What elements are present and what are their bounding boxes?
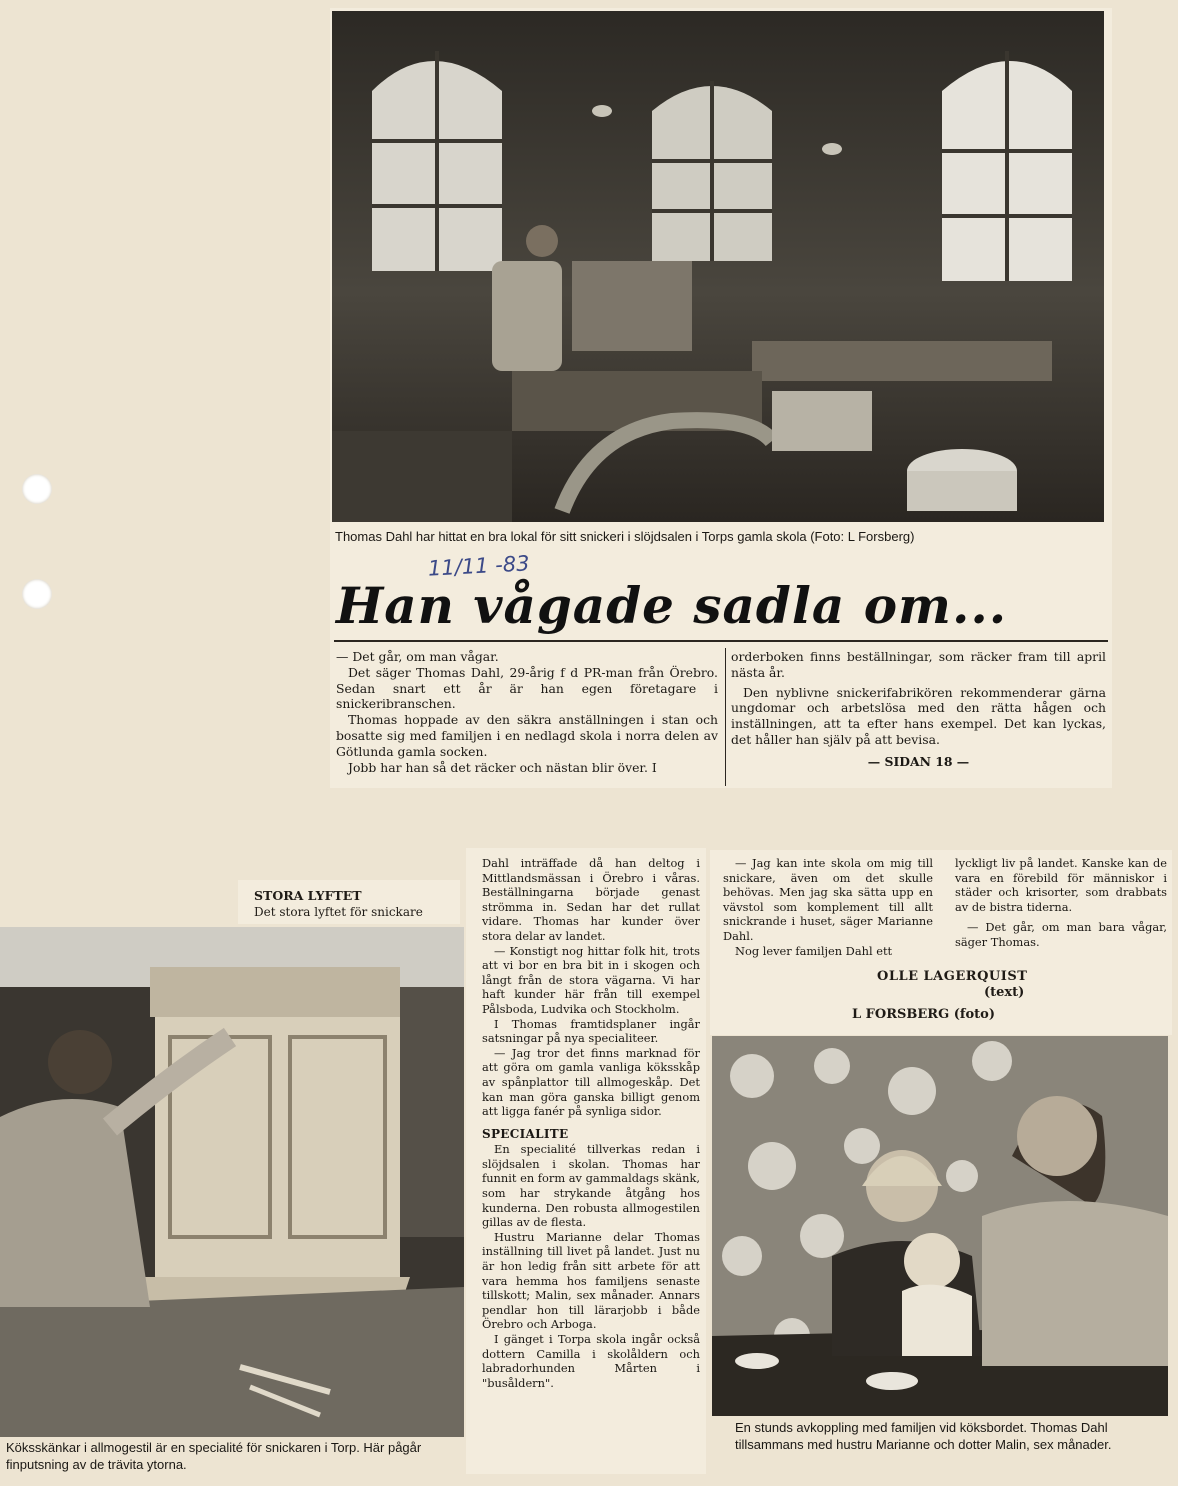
middle-paragraph-2: — Konstigt nog hittar folk hit, trots att vi bor en bra bit in i skogen och långt från de stora vägarna. Vi har haft kunder här från till exempel Pålsboda, Ludvika och Stockholm. xyxy=(482,943,700,1016)
third-column xyxy=(723,856,933,958)
intro-paragraph-4: Jobb har han så det räcker och nästan blir över. I xyxy=(348,759,657,775)
middle-paragraph-1: Dahl inträffade då han deltog i Mittlandsmässan i Örebro i våras. Beställningarna började genast strömma in. Sedan har det rullat vidare. Thomas har kunder över stora delar av landet. xyxy=(482,856,700,943)
third-paragraph-2: Nog lever familjen Dahl ett xyxy=(735,943,893,958)
intro-paragraph-5: orderboken finns beställningar, som räcker fram till april nästa år. xyxy=(731,649,1106,680)
cabinet-photo xyxy=(0,927,464,1437)
punch-hole-top xyxy=(22,474,52,504)
byline-author-role: (text) xyxy=(984,985,1025,1000)
intro-paragraph-6: Den nyblivne snickerifabrikören rekommenderar gärna ungdomar och arbetslösa med den rätta hågen och inställningen, att ta efter hans exempel. Det kan lyckas, det håller han själv på att bevisa. xyxy=(731,684,1106,747)
workshop-photo-caption: Thomas Dahl har hittat en bra lokal för sitt snickeri i slöjdsalen i Torps gamla skola (Foto: L Forsberg) xyxy=(335,529,915,544)
intro-paragraph-2: Det säger Thomas Dahl, 29-årig f d PR-man från Örebro. Sedan snart ett år är han egen företagare i snickeribranschen. xyxy=(336,664,718,712)
intro-paragraph-3: Thomas hoppade av den säkra anställningen i stan och bosatte sig med familjen i en nedlagd skola i norra delen av Götlunda gamla socken. xyxy=(336,712,718,759)
fourth-paragraph-2: — Det går, om man bara vågar, säger Thomas. xyxy=(955,920,1167,949)
intro-right-column xyxy=(731,649,1106,770)
fourth-column xyxy=(955,856,1167,950)
middle-paragraph-5: En specialité tillverkas redan i slöjdsalen i skolan. Thomas har funnit en form av gammaldags skänk, som har strykande åtgång hos kunderna. Den robusta allmogestilen gillas av de flesta. xyxy=(482,1142,700,1230)
family-photo xyxy=(712,1036,1168,1416)
headline: Han vågade sadla om... xyxy=(336,576,1008,635)
middle-paragraph-3: I Thomas framtidsplaner ingår satsningar på nya specialiteer. xyxy=(482,1016,700,1046)
byline-author: OLLE LAGERQUIST xyxy=(877,969,1028,984)
family-photo-caption: En stunds avkoppling med familjen vid köksbordet. Thomas Dahl tillsammans med hustru Marianne och dotter Malin, sex månader. xyxy=(735,1420,1112,1452)
fourth-paragraph-1: lyckligt liv på landet. Kanske kan de vara en förebild för människor i städer och krisorter, som drabbats av de bistra tiderna. xyxy=(955,856,1167,914)
third-paragraph-1: — Jag kan inte skola om mig till snickare, även om det skulle behövas. Men jag ska sätta upp en vävstol som komplement till allt snickrande i huset, säger Marianne Dahl. xyxy=(723,856,933,943)
headline-rule xyxy=(334,640,1108,642)
intro-column-rule xyxy=(725,648,726,786)
cabinet-photo-caption: Köksskänkar i allmogestil är en specialité för snickaren i Torp. Här pågår finputsning av de trävita ytorna. xyxy=(6,1440,422,1472)
stora-lyftet-heading: STORA LYFTET xyxy=(254,888,362,903)
middle-paragraph-6: Hustru Marianne delar Thomas inställning till livet på landet. Just nu är hon ledig från sitt arbete för att vara hemma hos familjens senaste tillskott; Malin, sex månader. Annars pendlar hon till lärarjobb i både Örebro och Arboga. xyxy=(482,1229,700,1332)
middle-column xyxy=(482,856,700,1390)
intro-left-column xyxy=(336,649,718,775)
middle-paragraph-4: — Jag tror det finns marknad för att göra om gamla vanliga köksskåp av spånplattor till allmogeskåp. Det kan man göra ganska billigt genom att ligga fanér på synliga sidor. xyxy=(482,1045,700,1119)
workshop-photo xyxy=(332,11,1104,522)
continued-on-page: — SIDAN 18 — xyxy=(867,753,970,769)
handwritten-date: 11/11 -83 xyxy=(427,551,531,581)
middle-paragraph-7: I gänget i Torpa skola ingår också dottern Camilla i skolåldern och labradorhunden Mårten i "busåldern". xyxy=(482,1332,700,1390)
stora-lyftet-text: Det stora lyftet för snickare xyxy=(254,905,423,919)
byline-photographer: L FORSBERG (foto) xyxy=(852,1007,995,1022)
specialite-heading: SPECIALITE xyxy=(482,1126,569,1141)
punch-hole-bottom xyxy=(22,579,52,609)
intro-paragraph-1: — Det går, om man vågar. xyxy=(336,649,499,664)
